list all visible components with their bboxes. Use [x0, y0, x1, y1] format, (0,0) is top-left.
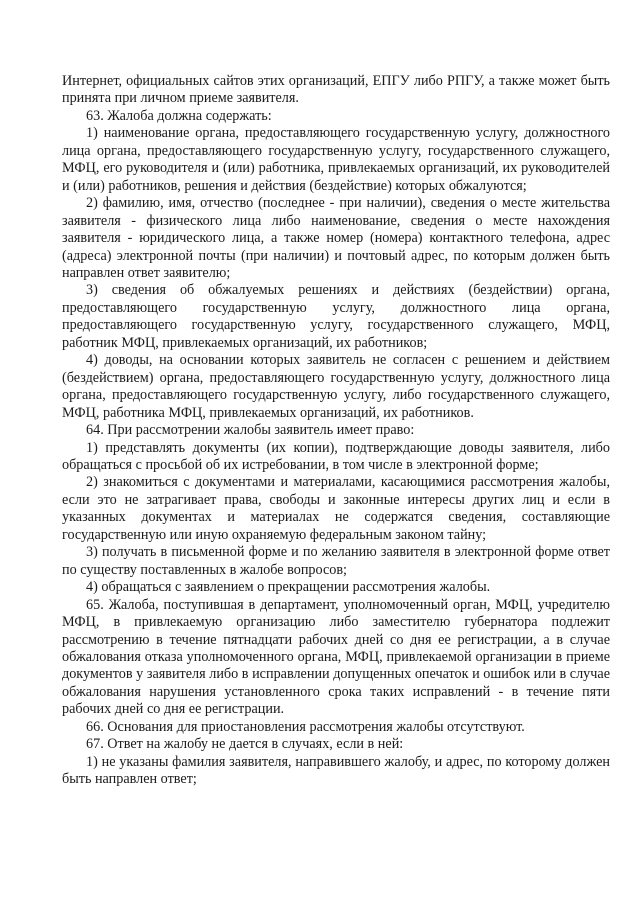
paragraph-64-item-2: 2) знакомиться с документами и материалами, касающимися рассмотрения жалобы, если это не затрагивает права, свободы и законные интересы других лиц и если в указанных документах и материалах не содержатся сведения, составляющие государственную или иную охраняемую федеральным законом тайну;	[62, 474, 610, 543]
paragraph-64-item-4: 4) обращаться с заявлением о прекращении рассмотрения жалобы.	[86, 579, 491, 596]
paragraph-64-heading: 64. При рассмотрении жалобы заявитель имеет право:	[86, 422, 415, 439]
paragraph-63-item-1: 1) наименование органа, предоставляющего государственную услугу, должностного лица органа, предоставляющего государственную услугу, государственного служащего, МФЦ, его руководителя и (или) работника, привлекаемых организаций, их руководителей и (или) работников, решения и действия (бездействие) которых обжалуются;	[62, 125, 610, 194]
paragraph-67-item-1: 1) не указаны фамилия заявителя, направившего жалобу, и адрес, по которому должен быть направлен ответ;	[62, 753, 610, 788]
paragraph-63-item-2: 2) фамилию, имя, отчество (последнее - при наличии), сведения о месте жительства заявителя - физического лица либо наименование, сведения о месте нахождения заявителя - юридического лица, а также номер (номера) контактного телефона, адрес (адреса) электронной почты (при наличии) и почтовый адрес, по которым должен быть направлен ответ заявителю;	[62, 195, 610, 281]
paragraph-63-item-3: 3) сведения об обжалуемых решениях и действиях (бездействии) органа, предоставляющего государственную услугу, должностного лица органа, предоставляющего государственную услугу, государственного служащего, МФЦ, работник МФЦ, привлекаемых организаций, их работников;	[62, 282, 610, 351]
paragraph-67-heading: 67. Ответ на жалобу не дается в случаях, если в ней:	[86, 736, 404, 753]
paragraph-continuation: Интернет, официальных сайтов этих организаций, ЕПГУ либо РПГУ, а также может быть принята при личном приеме заявителя.	[62, 73, 610, 107]
paragraph-64-item-1: 1) представлять документы (их копии), подтверждающие доводы заявителя, либо обращаться с просьбой об их истребовании, в том числе в электронной форме;	[62, 439, 610, 473]
document-page	[62, 73, 610, 789]
paragraph-63-heading: 63. Жалоба должна содержать:	[86, 107, 272, 124]
paragraph-64-item-3: 3) получать в письменной форме и по желанию заявителя в электронной форме ответ по существу поставленных в жалобе вопросов;	[62, 544, 610, 578]
paragraph-65: 65. Жалоба, поступившая в департамент, уполномоченный орган, МФЦ, учредителю МФЦ, в привлекаемую организацию либо заместителю губернатора подлежит рассмотрению в течение пятнадцати рабочих дней со дня ее регистрации, а в случае обжалования отказа уполномоченного органа, МФЦ, привлекаемой организации в приеме документов у заявителя либо в исправлении допущенных опечаток и ошибок или в случае обжалования нарушения установленного срока таких исправлений - в течение пяти рабочих дней со дня ее регистрации.	[62, 596, 610, 718]
paragraph-63-item-4: 4) доводы, на основании которых заявитель не согласен с решением и действием (бездействием) органа, предоставляющего государственную услугу, должностного лица органа, предоставляющего государственную услугу, либо государственного служащего, МФЦ, работника МФЦ, привлекаемых организаций, их работников.	[62, 352, 610, 421]
paragraph-66: 66. Основания для приостановления рассмотрения жалобы отсутствуют.	[86, 718, 525, 735]
